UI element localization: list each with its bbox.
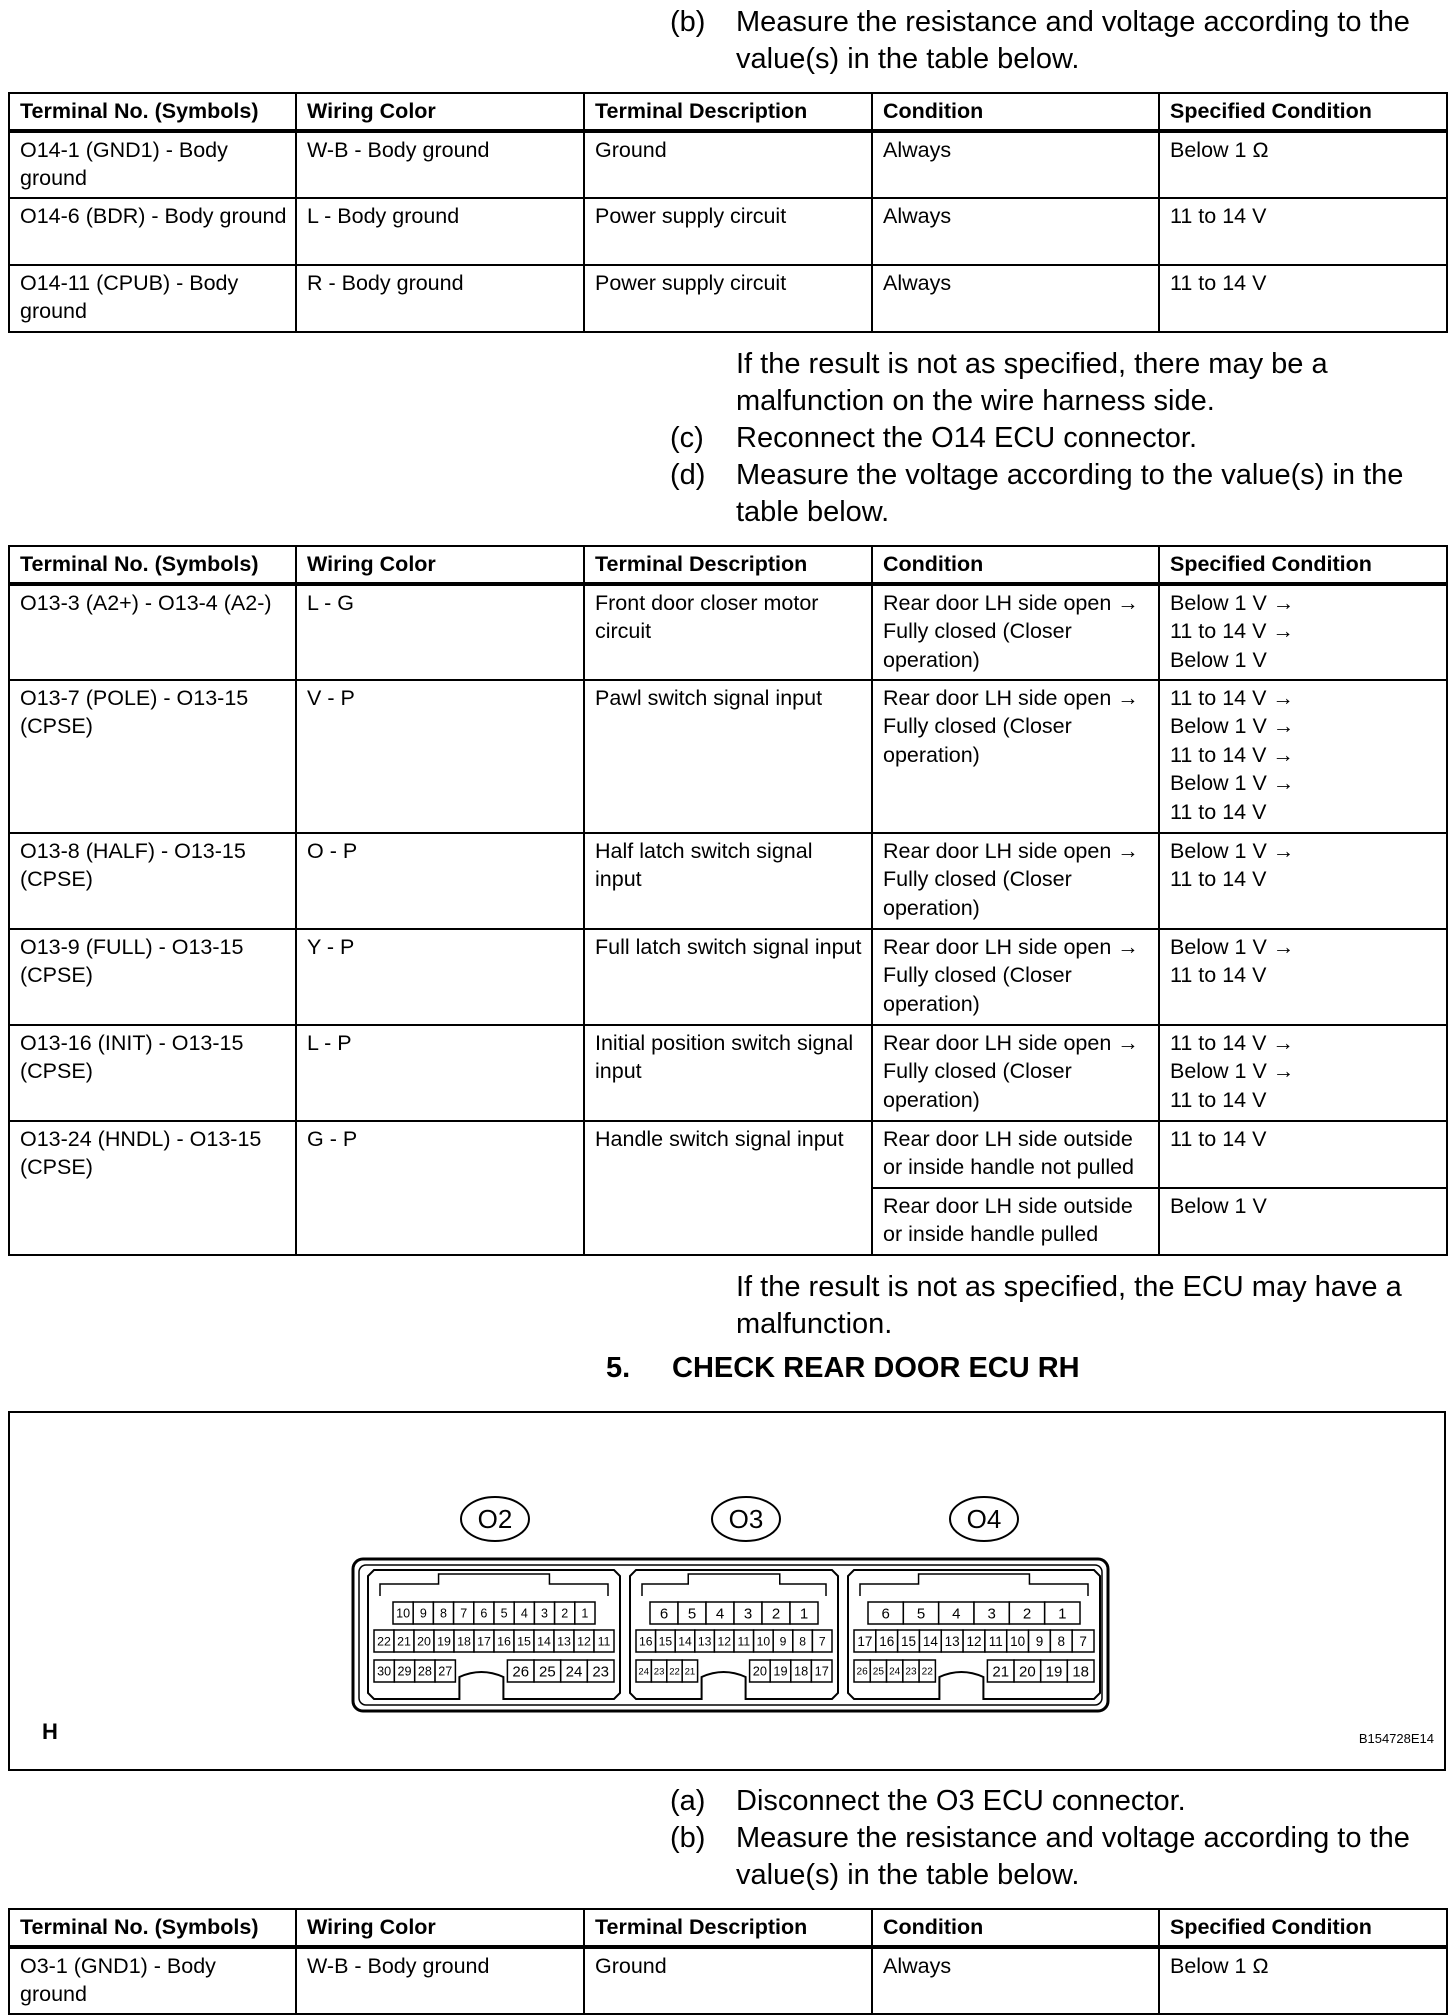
pin-cell-number: 7 [1079, 1633, 1087, 1649]
cell-specified: 11 to 14 V [1159, 265, 1447, 332]
cell-description: Ground [584, 1947, 872, 2014]
spec-line: 11 to 14 V [1170, 963, 1267, 987]
figure-code: B154728E14 [1358, 1731, 1434, 1746]
cell-condition: Rear door LH side outside or inside handle pulled [872, 1188, 1159, 1255]
step-label: (a) [670, 1785, 706, 1817]
note-harness: If the result is not as specified, there may be a malfunction on the wire harness side. [736, 348, 1328, 417]
note-ecu: If the result is not as specified, the ECU may have a malfunction. [736, 1271, 1402, 1340]
cell-description: Front door closer motor circuit [584, 584, 872, 680]
pin-cell-number: 22 [377, 1634, 391, 1649]
spec-line: Below 1 V → [1170, 714, 1295, 738]
pin-cell-number: 1 [799, 1605, 809, 1623]
connector-label: O4 [966, 1504, 1002, 1534]
pin-cell-number: 4 [952, 1605, 961, 1623]
cell-terminal: O13-24 (HNDL) - O13-15 (CPSE) [9, 1121, 296, 1255]
pin-cell-number: 8 [799, 1634, 806, 1649]
cell-terminal: O13-9 (FULL) - O13-15 (CPSE) [9, 929, 296, 1025]
cell-condition: Rear door LH side open → Fully closed (Closer operation) [872, 584, 1159, 680]
cell-description: Full latch switch signal input [584, 929, 872, 1025]
pin-cell-number: 17 [477, 1634, 491, 1649]
pin-cell-number: 29 [397, 1664, 412, 1679]
pin-cell-number: 18 [1072, 1663, 1090, 1681]
spec-line: Below 1 V → [1170, 771, 1295, 795]
step-text: Measure the resistance and voltage according to the value(s) in the table below. [736, 1822, 1410, 1891]
pin-cell-number: 6 [480, 1606, 488, 1621]
spec-line: 11 to 14 V [1170, 799, 1267, 824]
cell-terminal: O14-6 (BDR) - Body ground [9, 198, 296, 265]
table-o13-voltage [8, 545, 1448, 1256]
pin-cell-number: 16 [879, 1633, 895, 1649]
pin-cell-number: 19 [773, 1663, 788, 1679]
cell-wiring: W-B - Body ground [296, 131, 584, 198]
step-label: (b) [670, 1822, 706, 1854]
pin-cell-number: 10 [1010, 1633, 1026, 1649]
cell-wiring: L - Body ground [296, 198, 584, 265]
cell-wiring: L - G [296, 584, 584, 680]
header-wiring: Wiring Color [296, 546, 584, 584]
cell-condition: Always [872, 265, 1159, 332]
header-wiring: Wiring Color [296, 93, 584, 131]
connector-label: O2 [477, 1504, 513, 1534]
spec-line: 11 to 14 V → [1170, 742, 1294, 767]
pin-cell-number: 9 [419, 1606, 427, 1621]
cell-wiring: Y - P [296, 929, 584, 1025]
table-header-row [9, 1909, 1447, 1947]
pin-cell-number: 23 [905, 1666, 917, 1678]
pin-cell-number: 8 [1057, 1633, 1066, 1649]
header-condition: Condition [872, 93, 1159, 131]
section-title: CHECK REAR DOOR ECU RH [672, 1352, 1080, 1384]
step-a [670, 1783, 1450, 1820]
table-row [9, 265, 1447, 332]
pin-cell-number: 15 [517, 1634, 531, 1649]
pin-cell-number: 16 [639, 1634, 653, 1649]
cell-specified [1159, 929, 1447, 1025]
cell-terminal: O13-7 (POLE) - O13-15 (CPSE) [9, 680, 296, 833]
cell-condition: Rear door LH side open → Fully closed (Closer operation) [872, 833, 1159, 929]
header-terminal: Terminal No. (Symbols) [9, 546, 296, 584]
cell-description: Power supply circuit [584, 265, 872, 332]
spec-line: 11 to 14 V [1170, 867, 1267, 891]
pin-cell-number: 6 [659, 1605, 669, 1623]
pin-cell-number: 11 [597, 1634, 611, 1649]
cell-terminal: O3-1 (GND1) - Body ground [9, 1947, 296, 2014]
pin-cell-number: 21 [684, 1666, 696, 1678]
header-terminal: Terminal No. (Symbols) [9, 1909, 296, 1947]
header-description: Terminal Description [584, 1909, 872, 1947]
pin-cell-number: 21 [397, 1634, 411, 1649]
cell-terminal: O13-16 (INIT) - O13-15 (CPSE) [9, 1025, 296, 1121]
pin-cell-number: 11 [988, 1633, 1003, 1649]
pin-cell-number: 28 [417, 1664, 432, 1679]
spec-line: Below 1 V → [1170, 934, 1295, 959]
table-header-row [9, 546, 1447, 584]
pin-cell-number: 25 [872, 1666, 885, 1678]
pin-cell-number: 12 [966, 1633, 982, 1649]
pin-cell-number: 24 [638, 1666, 650, 1678]
table-row [9, 1121, 1447, 1188]
pin-cell-number: 30 [377, 1664, 392, 1679]
pin-cell-number: 25 [539, 1663, 556, 1681]
pin-cell-number: 20 [752, 1663, 768, 1679]
cell-description: Pawl switch signal input [584, 680, 872, 833]
pin-cell-number: 15 [901, 1633, 917, 1649]
cell-description: Half latch switch signal input [584, 833, 872, 929]
pin-cell-number: 12 [717, 1634, 731, 1649]
pin-cell-number: 12 [577, 1634, 591, 1649]
header-specified: Specified Condition [1159, 546, 1447, 584]
header-description: Terminal Description [584, 546, 872, 584]
pin-cell-number: 9 [779, 1634, 787, 1649]
pin-cell-number: 2 [771, 1605, 781, 1623]
table-row [9, 1947, 1447, 2014]
header-wiring: Wiring Color [296, 1909, 584, 1947]
ecu-connector-diagram [10, 1413, 1444, 1769]
cell-terminal: O14-1 (GND1) - Body ground [9, 131, 296, 198]
header-specified: Specified Condition [1159, 93, 1447, 131]
pin-cell-number: 13 [557, 1634, 571, 1649]
pin-cell-number: 16 [497, 1634, 511, 1649]
pin-cell-number: 23 [592, 1663, 610, 1681]
cell-specified [1159, 833, 1447, 929]
connector-figure [8, 1411, 1446, 1771]
step-text: Measure the voltage according to the value(s) in the table below. [736, 459, 1404, 528]
cell-terminal: O14-11 (CPUB) - Body ground [9, 265, 296, 332]
side-label: H [42, 1719, 58, 1744]
pin-cell-number: 23 [653, 1666, 665, 1678]
header-terminal: Terminal No. (Symbols) [9, 93, 296, 131]
pin-cell-number: 20 [417, 1634, 431, 1649]
pin-cell-number: 10 [396, 1606, 411, 1621]
spec-line: 11 to 14 V [1170, 1087, 1267, 1112]
spec-line: Below 1 V → [1170, 838, 1295, 863]
pin-cell-number: 7 [460, 1606, 468, 1621]
pin-cell-number: 1 [1058, 1605, 1067, 1623]
cell-condition: Always [872, 198, 1159, 265]
spec-line: 11 to 14 V → [1170, 1030, 1294, 1055]
pin-cell-number: 3 [541, 1606, 548, 1621]
pin-cell-number: 22 [921, 1666, 933, 1678]
pin-cell-number: 26 [512, 1663, 530, 1681]
cell-condition: Rear door LH side outside or inside handle not pulled [872, 1121, 1159, 1188]
spec-line: 11 to 14 V → [1170, 685, 1294, 710]
table-row [9, 584, 1447, 680]
cell-specified: Below 1 Ω [1159, 131, 1447, 198]
cell-wiring: O - P [296, 833, 584, 929]
pin-cell-number: 13 [697, 1634, 712, 1649]
step-b [670, 4, 1450, 78]
cell-description: Handle switch signal input [584, 1121, 872, 1255]
table-row [9, 131, 1447, 198]
cell-specified [1159, 1025, 1447, 1121]
header-description: Terminal Description [584, 93, 872, 131]
pin-cell-number: 18 [793, 1663, 809, 1679]
step-text: Reconnect the O14 ECU connector. [736, 422, 1198, 454]
pin-cell-number: 18 [457, 1634, 471, 1649]
cell-specified: Below 1 V [1159, 1188, 1447, 1255]
pin-cell-number: 22 [669, 1666, 680, 1678]
spec-line: 11 to 14 V → [1170, 619, 1294, 643]
cell-condition: Always [872, 131, 1159, 198]
table-o3-resistance [8, 1908, 1448, 2015]
cell-condition: Rear door LH side open → Fully closed (Closer operation) [872, 929, 1159, 1025]
spec-line: Below 1 V [1170, 647, 1267, 672]
pin-cell-number: 4 [715, 1605, 725, 1623]
table-row [9, 833, 1447, 929]
step-text: Disconnect the O3 ECU connector. [736, 1785, 1186, 1817]
header-condition: Condition [872, 1909, 1159, 1947]
pin-cell-number: 4 [520, 1606, 528, 1621]
cell-terminal: O13-3 (A2+) - O13-4 (A2-) [9, 584, 296, 680]
step-text: Measure the resistance and voltage according to the value(s) in the table below. [736, 6, 1410, 75]
cell-wiring: G - P [296, 1121, 584, 1255]
table-o14-resistance [8, 92, 1448, 333]
step-d [670, 457, 1450, 531]
pin-cell-number: 14 [922, 1633, 938, 1649]
step-label: (b) [670, 6, 706, 38]
cell-specified: 11 to 14 V [1159, 1121, 1447, 1188]
step-label: (d) [670, 459, 706, 491]
spec-line: Below 1 V → [1170, 590, 1295, 615]
pin-cell-number: 1 [581, 1606, 589, 1621]
step-label: (c) [670, 422, 704, 454]
cell-specified [1159, 680, 1447, 833]
section-number: 5. [606, 1352, 631, 1384]
pin-cell-number: 13 [944, 1633, 960, 1649]
cell-condition: Rear door LH side open → Fully closed (Closer operation) [872, 1025, 1159, 1121]
pin-cell-number: 2 [561, 1606, 569, 1621]
cell-condition: Always [872, 1947, 1159, 2014]
pin-cell-number: 24 [565, 1663, 583, 1681]
pin-cell-number: 19 [437, 1634, 451, 1649]
cell-wiring: R - Body ground [296, 265, 584, 332]
pin-cell-number: 19 [1045, 1663, 1063, 1681]
cell-wiring: W-B - Body ground [296, 1947, 584, 2014]
table-row [9, 929, 1447, 1025]
pin-cell-number: 24 [889, 1666, 901, 1678]
table-row [9, 1025, 1447, 1121]
cell-description: Power supply circuit [584, 198, 872, 265]
pin-cell-number: 2 [1022, 1605, 1032, 1623]
cell-terminal: O13-8 (HALF) - O13-15 (CPSE) [9, 833, 296, 929]
spec-line: Below 1 V → [1170, 1059, 1295, 1083]
pin-cell-number: 27 [438, 1664, 453, 1679]
step-c [670, 420, 1450, 457]
section-heading [606, 1350, 1080, 1387]
pin-cell-number: 5 [500, 1606, 508, 1621]
cell-wiring: L - P [296, 1025, 584, 1121]
pin-cell-number: 8 [440, 1606, 447, 1621]
pin-cell-number: 7 [818, 1634, 826, 1649]
pin-cell-number: 10 [756, 1634, 771, 1649]
pin-cell-number: 5 [916, 1605, 926, 1623]
pin-cell-number: 3 [987, 1605, 996, 1623]
table-row [9, 198, 1447, 265]
table-row [9, 680, 1447, 833]
connector-label: O3 [728, 1504, 764, 1534]
pin-cell-number: 15 [658, 1634, 673, 1649]
cell-specified: 11 to 14 V [1159, 198, 1447, 265]
cell-specified: Below 1 Ω [1159, 1947, 1447, 2014]
cell-description: Initial position switch signal input [584, 1025, 872, 1121]
pin-cell-number: 11 [737, 1634, 751, 1649]
pin-cell-number: 17 [857, 1633, 873, 1649]
pin-cell-number: 26 [856, 1666, 868, 1678]
pin-cell-number: 14 [678, 1634, 692, 1649]
pin-cell-number: 21 [992, 1663, 1010, 1681]
pin-cell-number: 3 [743, 1605, 753, 1623]
cell-wiring: V - P [296, 680, 584, 833]
table-header-row [9, 93, 1447, 131]
step-b [670, 1820, 1450, 1894]
pin-cell-number: 9 [1035, 1633, 1044, 1649]
cell-specified [1159, 584, 1447, 680]
cell-description: Ground [584, 131, 872, 198]
pin-cell-number: 14 [537, 1634, 551, 1649]
cell-condition: Rear door LH side open → Fully closed (Closer operation) [872, 680, 1159, 833]
header-specified: Specified Condition [1159, 1909, 1447, 1947]
header-condition: Condition [872, 546, 1159, 584]
pin-cell-number: 20 [1019, 1663, 1036, 1681]
pin-cell-number: 5 [687, 1605, 697, 1623]
pin-cell-number: 6 [881, 1605, 890, 1623]
pin-cell-number: 17 [814, 1663, 829, 1679]
